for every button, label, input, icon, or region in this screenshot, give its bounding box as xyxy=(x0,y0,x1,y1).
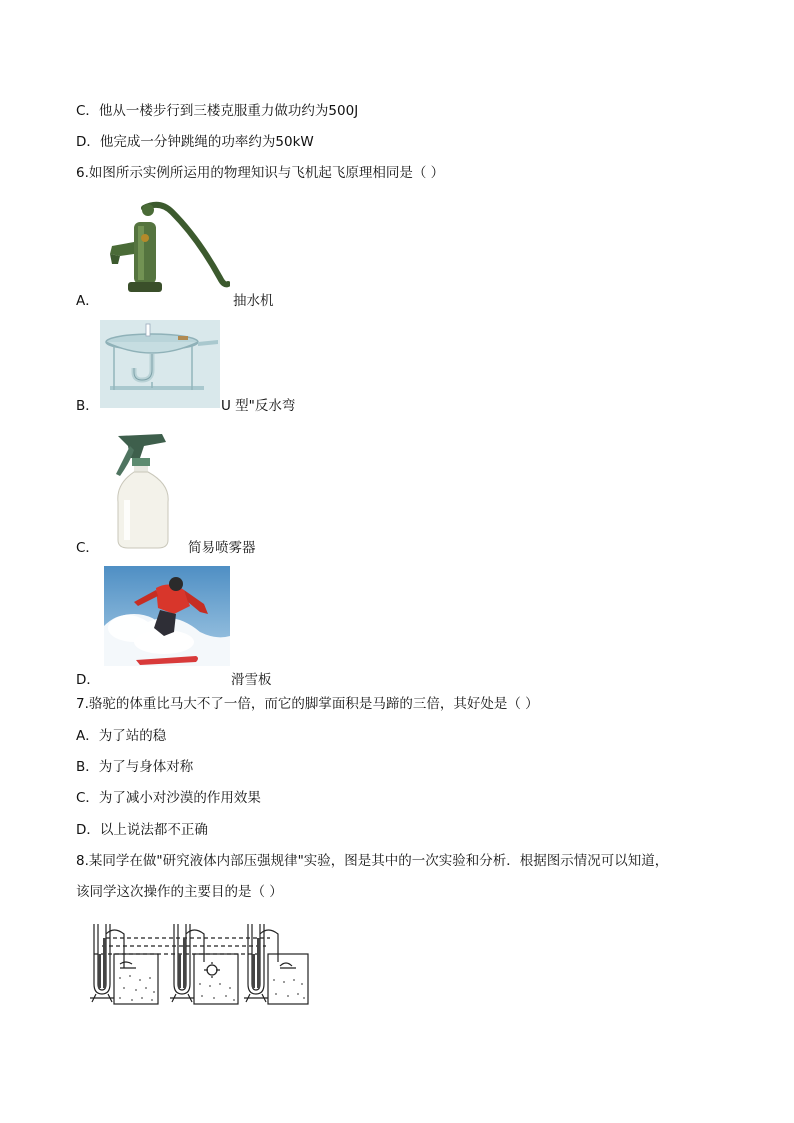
q8-stem-line-1: 8.某同学在做"研究液体内部压强规律"实验，图是其中的一次实验和分析．根据图示情况可以知道， xyxy=(76,853,669,869)
spray-bottle-photo xyxy=(100,428,184,552)
u-trap-sink-photo xyxy=(100,320,220,408)
q5-option-d: D．他完成一分钟跳绳的功率约为50kW xyxy=(76,134,314,150)
q6-option-a-letter: A． xyxy=(76,293,99,309)
snowboarder-photo xyxy=(104,566,230,666)
manometer-setup-2 xyxy=(170,924,238,1004)
manometer-setup-1 xyxy=(90,924,158,1004)
q7-option-c: C．为了减小对沙漠的作用效果 xyxy=(76,790,261,806)
u-tube-manometer-diagram xyxy=(84,918,312,1008)
q7-stem: 7.骆驼的体重比马大不了一倍，而它的脚掌面积是马蹄的三倍，其好处是（ ） xyxy=(76,696,539,712)
manometer-setup-3 xyxy=(244,924,308,1004)
q6-option-c-letter: C． xyxy=(76,540,99,556)
q7-option-a: A．为了站的稳 xyxy=(76,728,167,744)
q6-stem: 6.如图所示实例所运用的物理知识与飞机起飞原理相同是（ ） xyxy=(76,165,445,181)
q8-stem-line-2: 该同学这次操作的主要目的是（ ） xyxy=(76,884,283,900)
q6-option-d-caption: 滑雪板 xyxy=(231,672,272,688)
hand-water-pump-photo xyxy=(100,198,230,300)
q6-option-b-letter: B． xyxy=(76,398,99,414)
q7-option-b: B．为了与身体对称 xyxy=(76,759,194,775)
q5-option-c: C．他从一楼步行到三楼克服重力做功约为500J xyxy=(76,103,359,119)
q6-option-a-caption: 抽水机 xyxy=(233,293,274,309)
q6-option-d-letter: D． xyxy=(76,672,100,688)
q6-option-c-caption: 简易喷雾器 xyxy=(188,540,256,556)
q7-option-d: D．以上说法都不正确 xyxy=(76,822,208,838)
q6-option-b-caption: U 型"反水弯 xyxy=(221,398,296,414)
